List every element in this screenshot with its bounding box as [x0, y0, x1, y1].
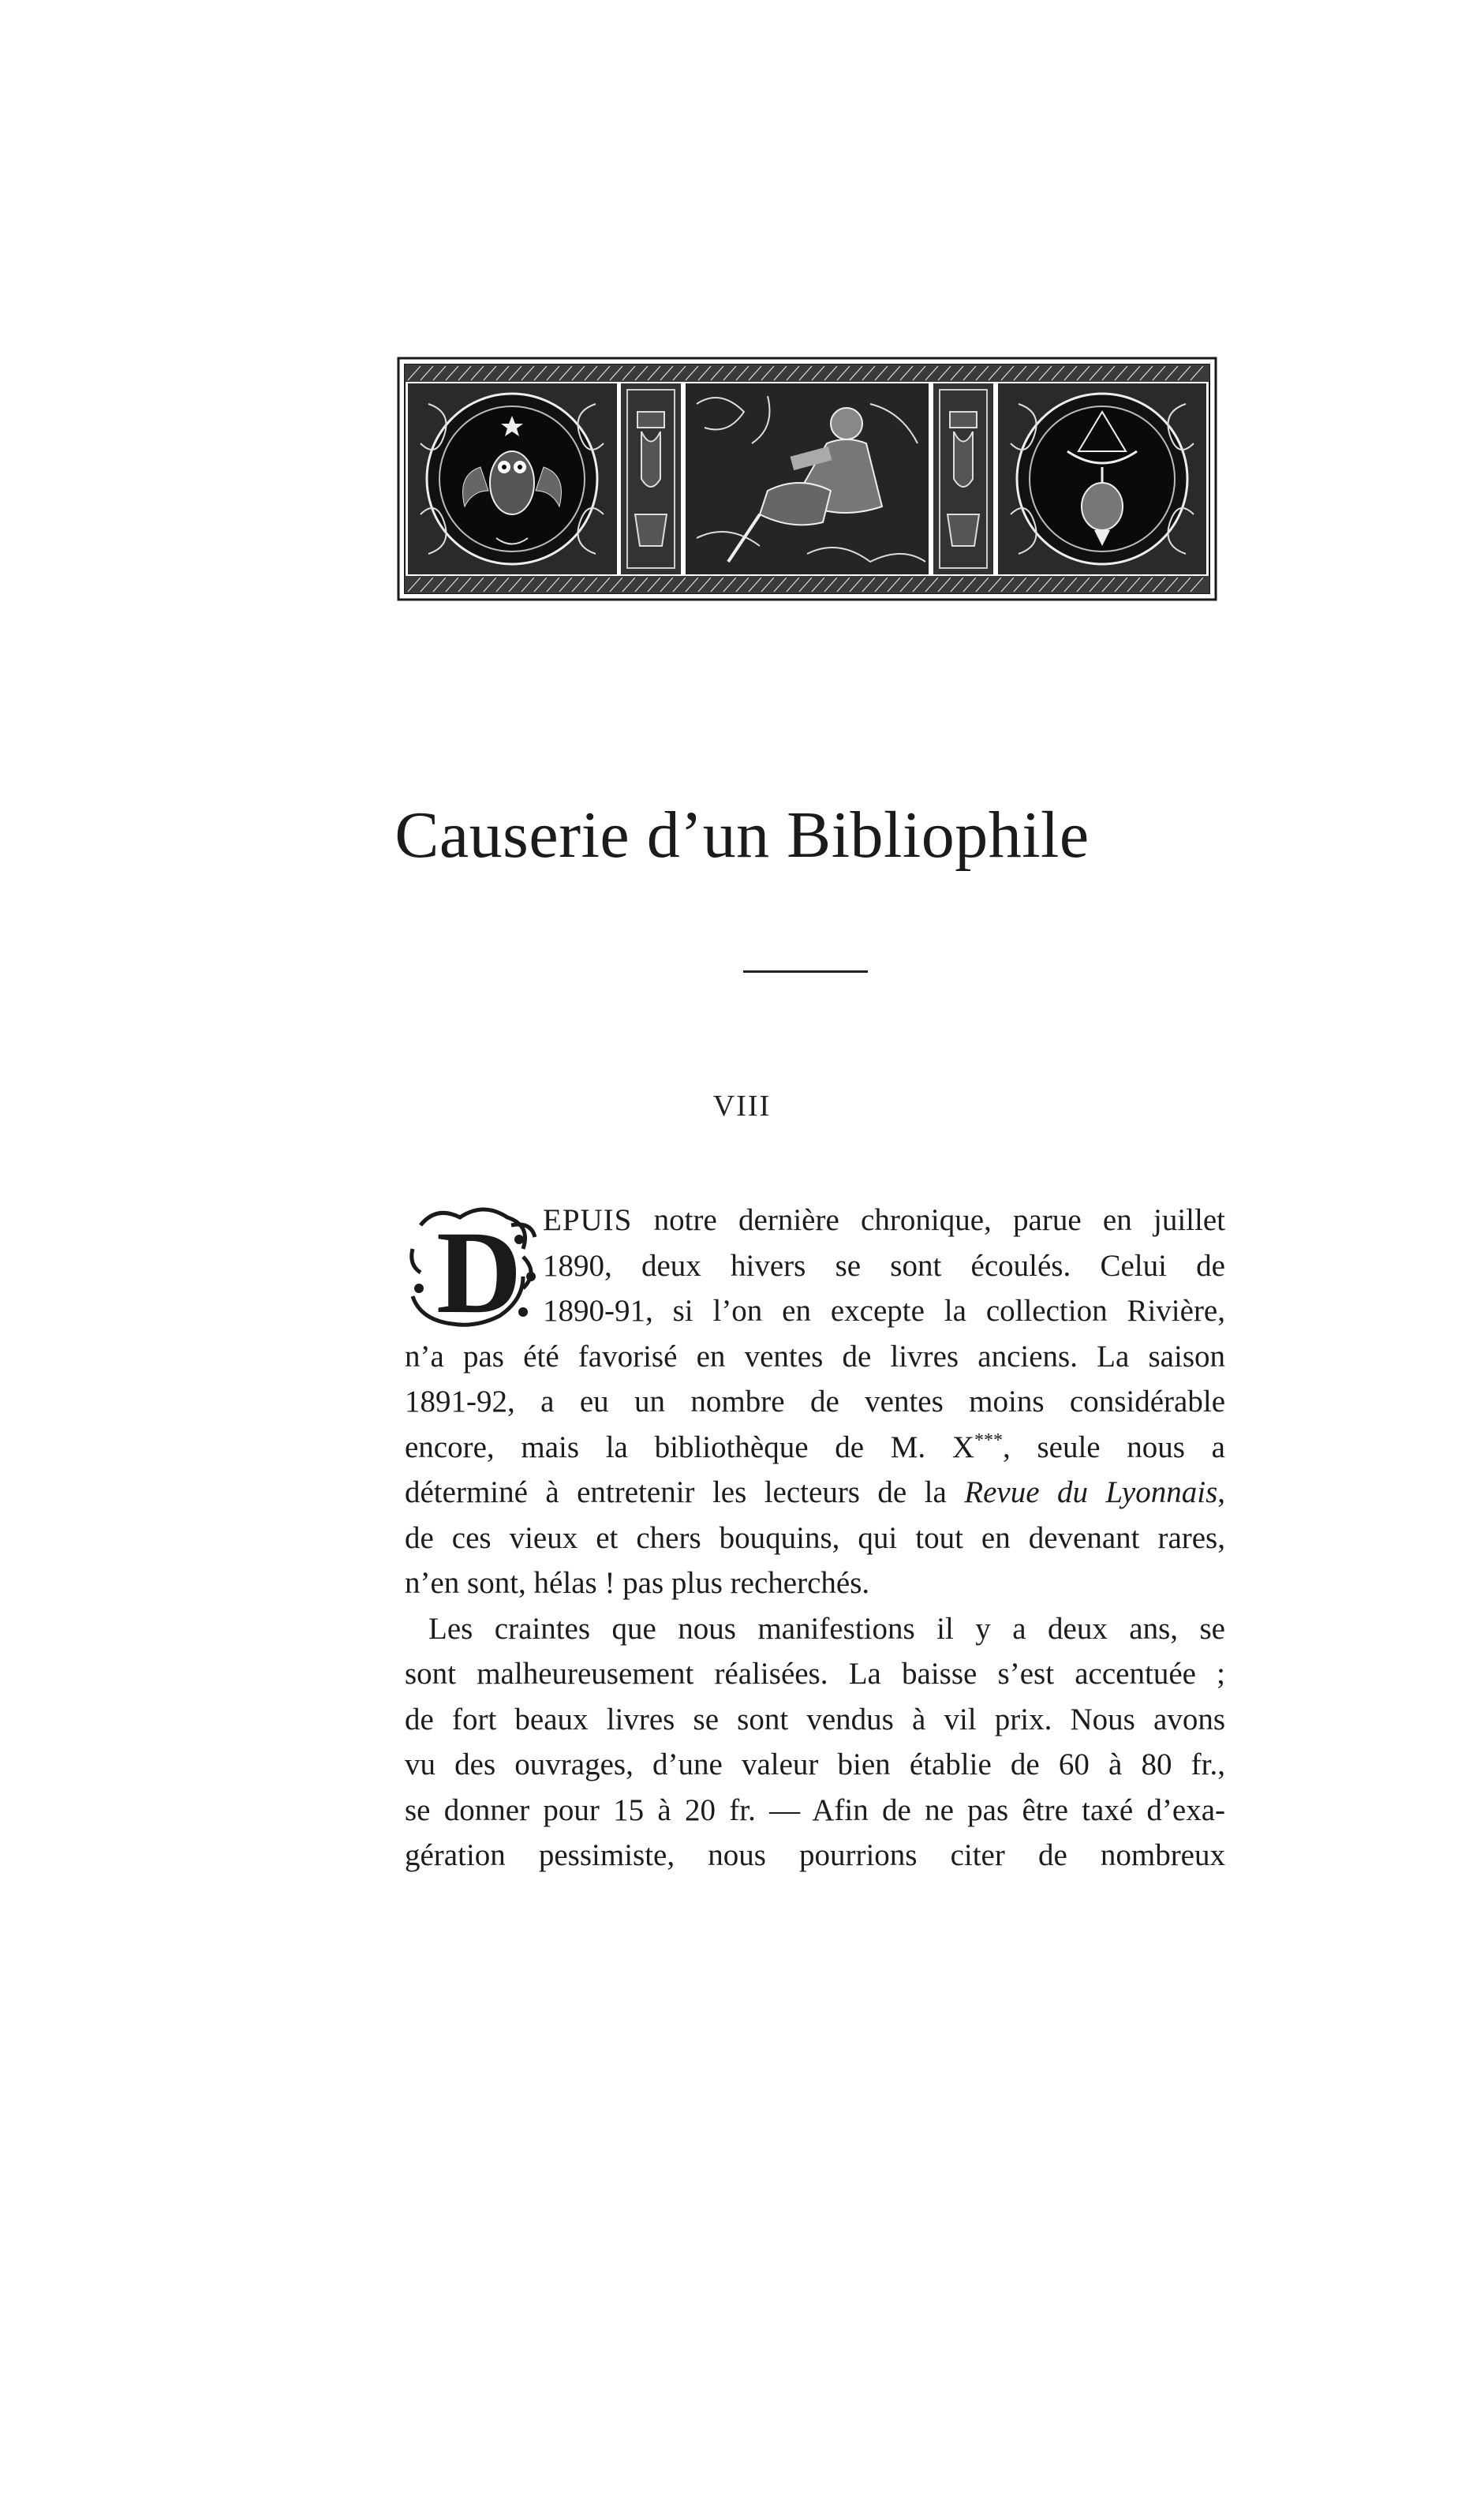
body-text	[405, 1198, 1225, 1878]
stars-superscript: ***	[974, 1430, 1004, 1451]
text-line: 1890-91, si l’on en excepte la collection Rivière,	[543, 1294, 1225, 1328]
text-line-content: ,	[1217, 1475, 1225, 1509]
text-line-content: notre dernière chronique, parue en juillet	[632, 1203, 1225, 1237]
text-line: sont malheureusement réalisées. La baisse s’est accentuée ;	[405, 1657, 1225, 1691]
headpiece-ornament	[397, 357, 1217, 601]
text-line	[405, 1470, 1225, 1516]
text-line-content: , seule nous a	[1003, 1430, 1225, 1464]
text-line: Les craintes que nous manifestions il y a deux ans, se	[428, 1611, 1225, 1646]
text-line-content: encore, mais la bibliothèque de M. X	[405, 1430, 975, 1464]
page-title: Causerie d’un Bibliophile	[394, 798, 1090, 872]
chapter-number: VIII	[712, 1090, 772, 1123]
text-line: 1890, deux hivers se sont écoulés. Celui de	[543, 1248, 1225, 1283]
text-line: n’en sont, hélas ! pas plus recherchés.	[405, 1566, 870, 1600]
drop-cap-letter: D	[436, 1207, 522, 1336]
title-divider	[743, 970, 868, 973]
text-line: vu des ouvrages, d’une valeur bien établie de 60 à 80 fr.,	[405, 1748, 1225, 1781]
text-line	[543, 1198, 1225, 1243]
text-line: gération pessimiste, nous pourrions citer de nombreux	[405, 1838, 1225, 1872]
text-line: de ces vieux et chers bouquins, qui tout en devenant rares,	[405, 1520, 1225, 1555]
first-word-rest: EPUIS	[543, 1203, 633, 1237]
text-line: de fort beaux livres se sont vendus à vil prix. Nous avons	[405, 1702, 1225, 1736]
text-line: se donner pour 15 à 20 fr. — Afin de ne pas être taxé d’exa-	[405, 1792, 1225, 1827]
text-line	[405, 1425, 1225, 1471]
text-line-content: déterminé à entretenir les lecteurs de la	[405, 1475, 965, 1509]
text-line: 1891-92, a eu un nombre de ventes moins considérable	[405, 1385, 1225, 1419]
text-line: n’a pas été favorisé en ventes de livres anciens. La saison	[405, 1339, 1225, 1374]
journal-title: Revue du Lyonnais	[964, 1475, 1218, 1509]
